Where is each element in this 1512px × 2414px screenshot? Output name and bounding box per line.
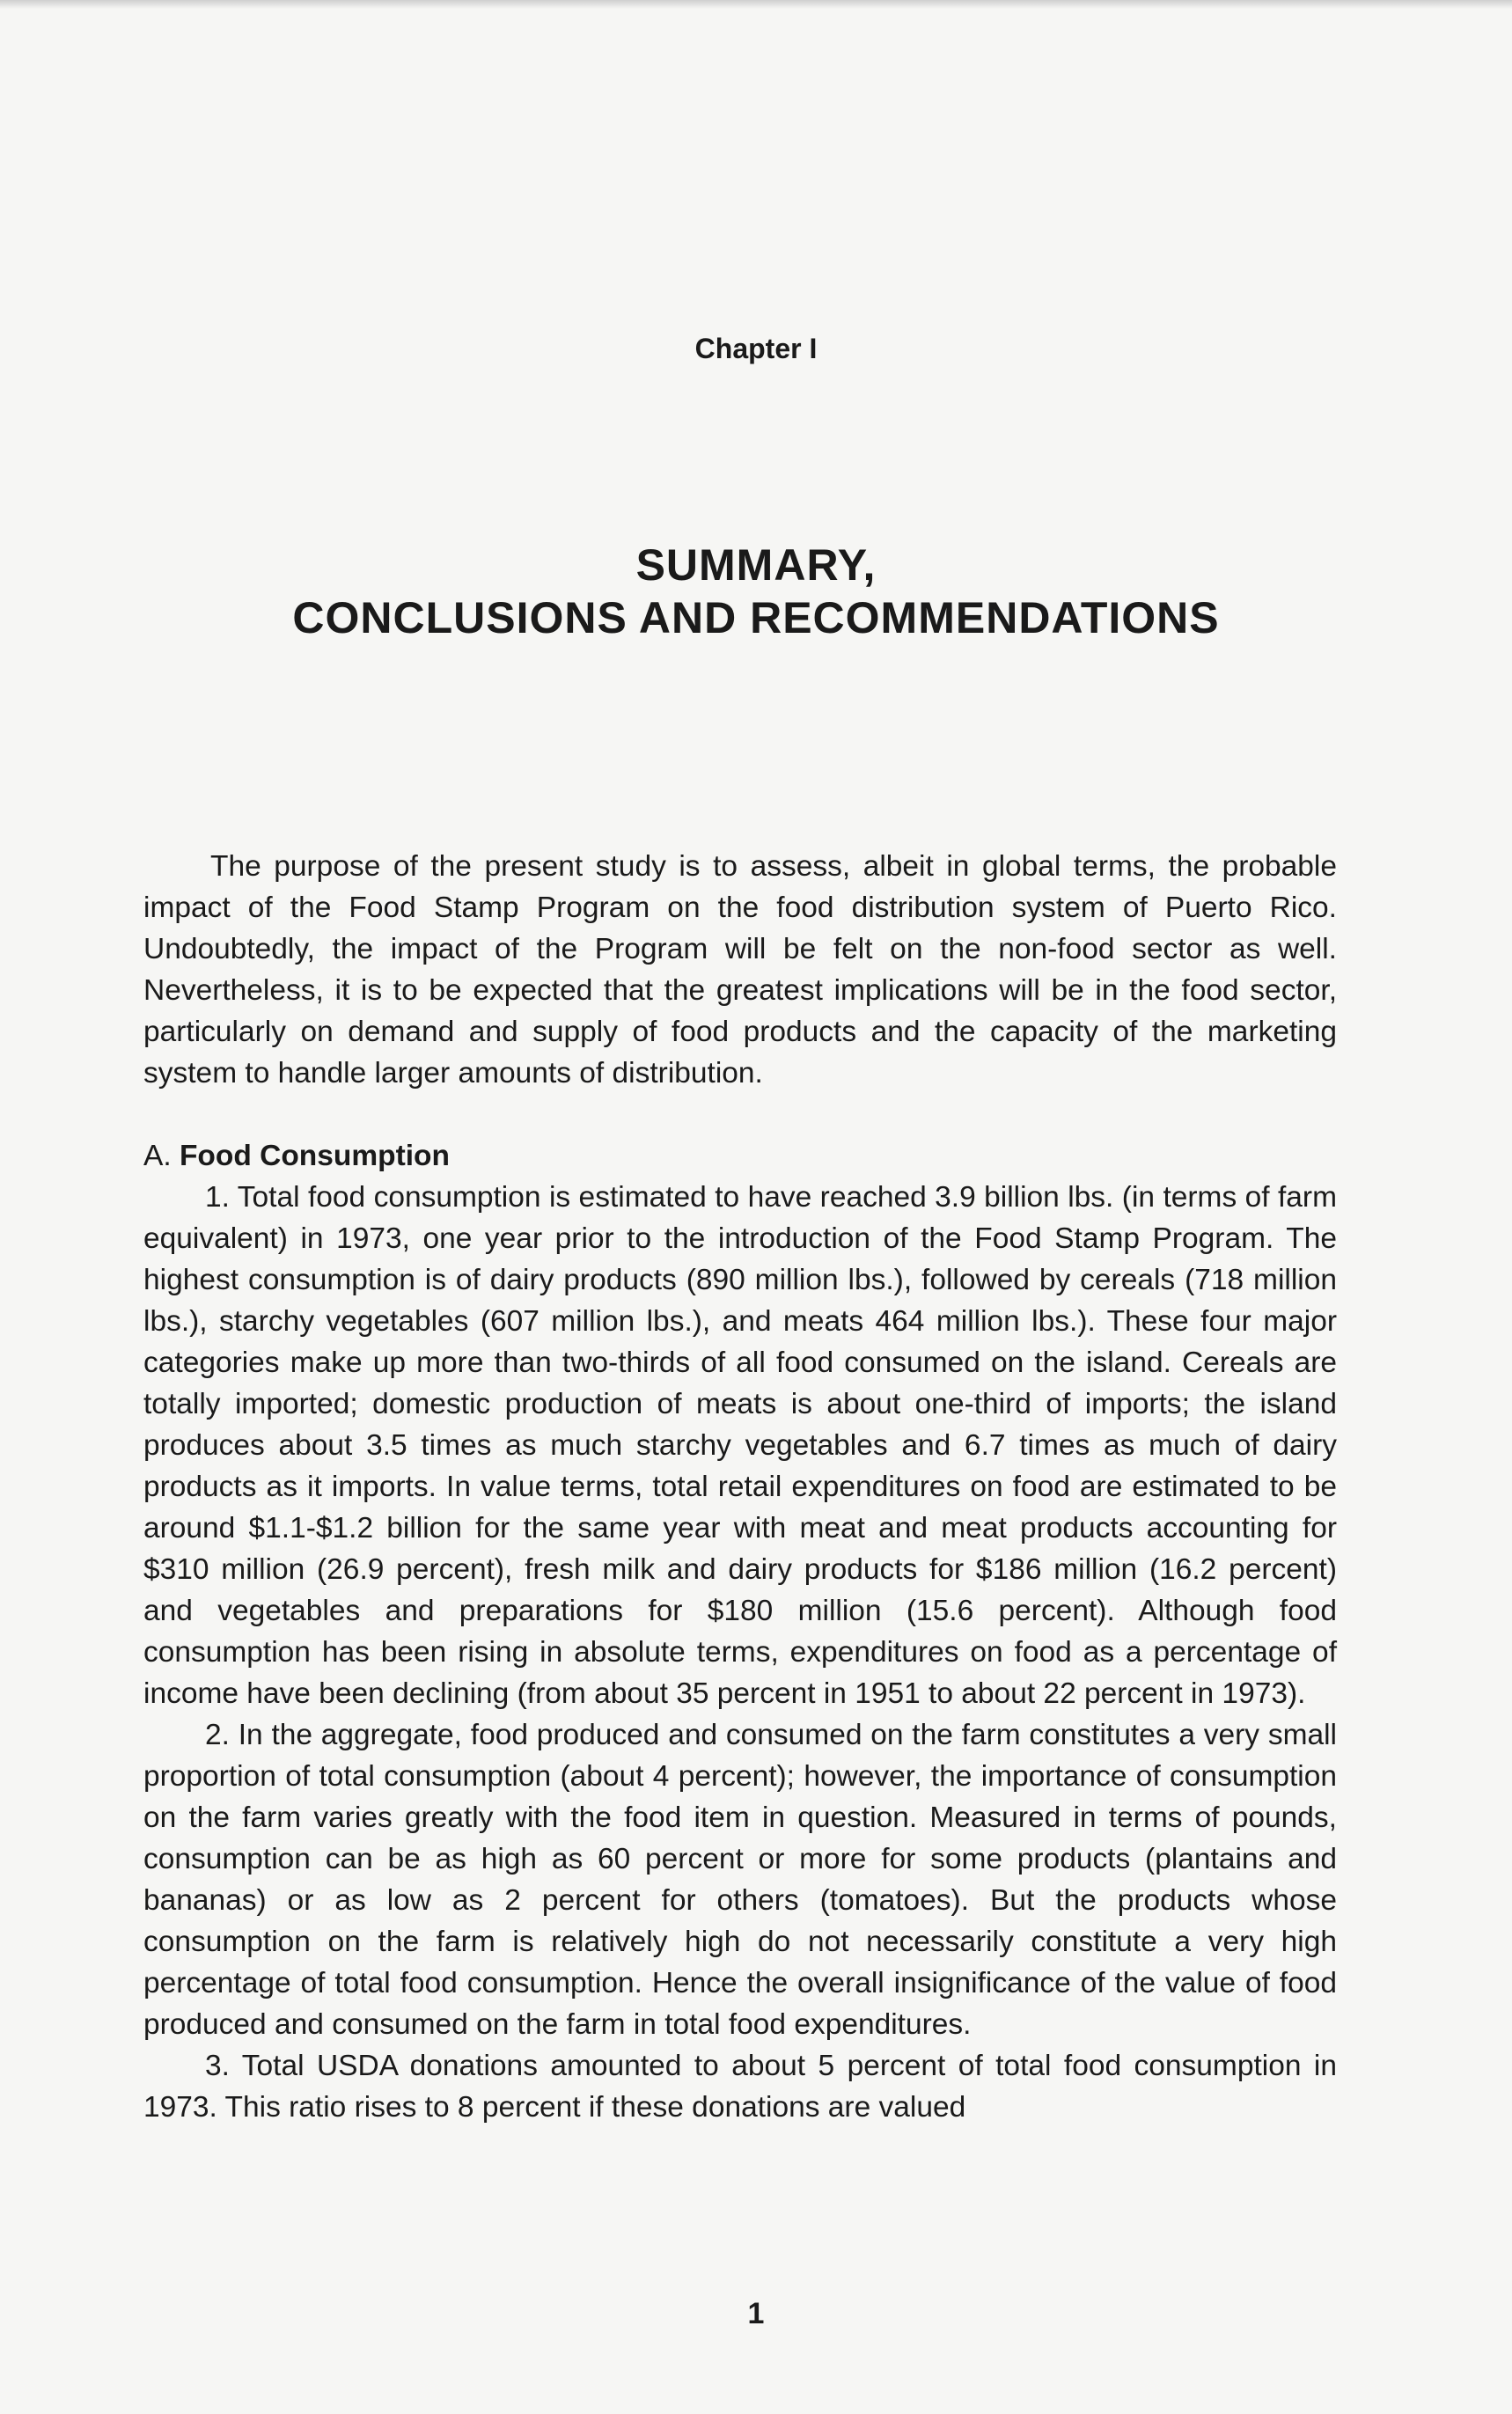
numbered-paragraph-3: 3. Total USDA donations amounted to about 5 percent of total food consumption in 1973. This ratio rises to 8 percent if these donations are valued bbox=[143, 2050, 1337, 2124]
page-top-edge bbox=[0, 0, 1512, 9]
chapter-label: Chapter I bbox=[694, 333, 818, 364]
section-heading-text: Food Consumption bbox=[179, 1140, 450, 1172]
chapter-title-line-1: SUMMARY, bbox=[635, 540, 877, 590]
page-number: 1 bbox=[747, 2297, 765, 2330]
intro-paragraph: The purpose of the present study is to assess, albeit in global terms, the probable impact of the Food Stamp Program on the food distribution system of Puerto Rico. Undoubtedly, the impact of the Program will be felt on the non-food sector as well. Nevertheless, it is to be expected that the greatest implications will be in the food sector, particularly on demand and supply of food products and the capacity of the marketing system to handle larger amounts of distribution. bbox=[143, 850, 1337, 1090]
chapter-title bbox=[0, 539, 1512, 644]
body-text bbox=[143, 846, 1337, 2128]
numbered-paragraph-1: 1. Total food consumption is estimated to have reached 3.9 billion lbs. (in terms of farm equivalent) in 1973, one year prior to the introduction of the Food Stamp Program. The highest consumption is of dairy products (890 million lbs.), followed by cereals (718 million lbs.), starchy vegetables (607 million lbs.), and meats 464 million lbs.). These four major categories make up more than two-thirds of all food consumed on the island. Cereals are totally imported; domestic production of meats is about one-third of imports; the island produces about 3.5 times as much starchy vegetables and 6.7 times as much of dairy products as it imports. In value terms, total retail expenditures on food are estimated to be around $1.1-$1.2 billion for the same year with meat and meat products accounting for $310 million (26.9 percent), fresh milk and dairy products for $186 million (16.2 percent) and vegetables and preparations for $180 million (15.6 percent). Although food consumption has been rising in absolute terms, expenditures on food as a percentage of income have been declining (from about 35 percent in 1951 to about 22 percent in 1973). bbox=[143, 1181, 1337, 1710]
chapter-title-line-2: CONCLUSIONS AND RECOMMENDATIONS bbox=[292, 593, 1220, 642]
numbered-paragraph-2: 2. In the aggregate, food produced and consumed on the farm constitutes a very small proportion of total consumption (about 4 percent); however, the importance of consumption on the farm varies greatly with the food item in question. Measured in terms of pounds, consumption can be as high as 60 percent or more for some products (plantains and bananas) or as low as 2 percent for others (tomatoes). But the products whose consumption on the farm is relatively high do not necessarily constitute a very high percentage of total food consumption. Hence the overall insignificance of the value of food produced and consumed on the farm in total food expenditures. bbox=[143, 1719, 1337, 2041]
section-letter: A. bbox=[143, 1140, 172, 1172]
section-heading bbox=[143, 1135, 1337, 1177]
